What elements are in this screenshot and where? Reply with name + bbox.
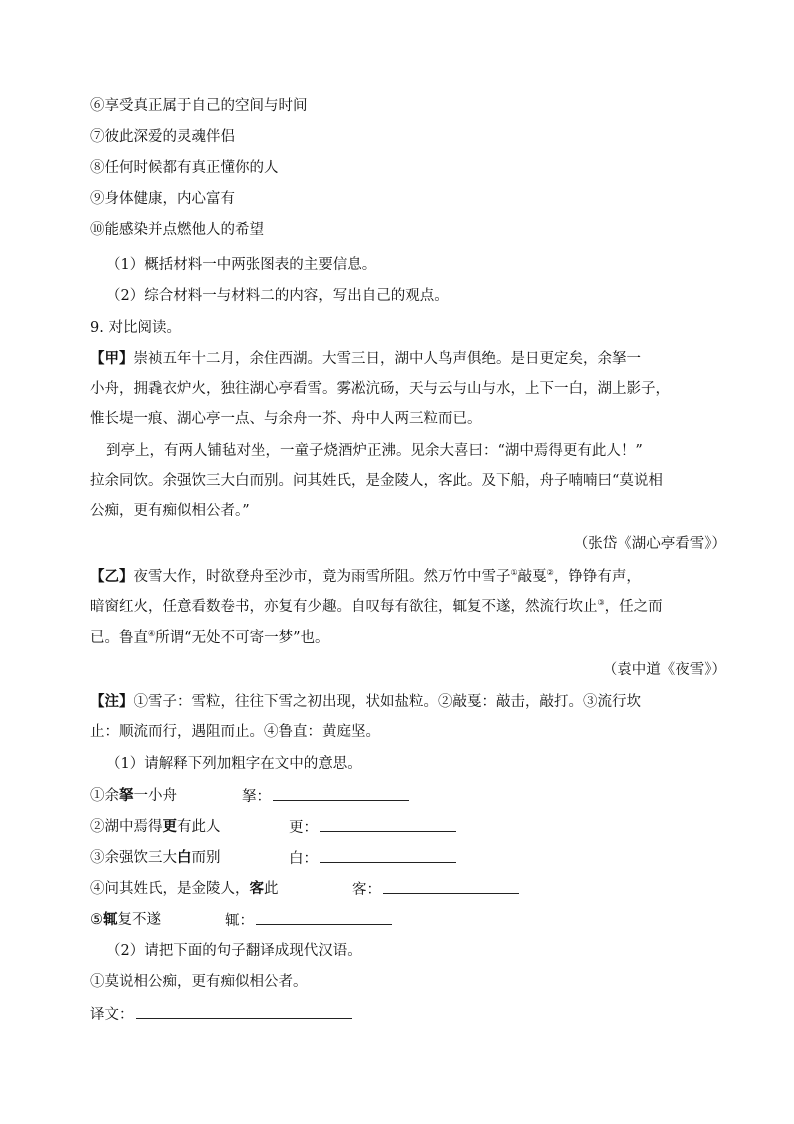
yi-line1: 【乙】夜雪大作，时欲登舟至沙市，竟为雨雪所阻。然万竹中雪子①敲戛②，铮铮有声， <box>90 568 641 585</box>
vocab-blank-5[interactable] <box>256 910 392 925</box>
vocab-answer-2: 更： <box>289 817 456 838</box>
vocab-item-3: ③余强饮三大白而别 <box>90 849 221 866</box>
q9-sub2-sentence: ①莫说相公痴，更有痴似相公者。 <box>90 974 308 990</box>
vocab-answer-1: 拏： <box>242 786 409 807</box>
jia-p2-line1: 到亭上，有两人铺毡对坐，一童子烧酒炉正沸。见余大喜曰：“湖中焉得更有此人！” <box>106 443 643 459</box>
jia-label: 【甲】 <box>90 350 134 367</box>
q9-sub2-prompt: （2）请把下面的句子翻译成现代汉语。 <box>106 943 362 959</box>
option-9: ⑨身体健康，内心富有 <box>90 191 235 207</box>
yi-line2: 暗窗红火，任意看数卷书，亦复有少趣。自叹每有欲往，辄复不遂，然流行坎止③，任之而 <box>90 598 663 615</box>
q9-title: 9. 对比阅读。 <box>90 320 181 336</box>
vocab-answer-5: 辄： <box>225 910 392 931</box>
yi-source: （袁中道《夜雪》） <box>602 662 726 678</box>
q9-sub1-prompt: （1）请解释下列加粗字在文中的意思。 <box>106 756 362 772</box>
q8-sub2: （2）综合材料一与材料二的内容，写出自己的观点。 <box>106 288 449 304</box>
yi-line3: 已。鲁直④所谓“无处不可寄一梦”也。 <box>90 629 330 646</box>
note-line2: 止：顺流而行，遇阻而止。④鲁直：黄庭坚。 <box>90 724 380 740</box>
vocab-item-4: ④问其姓氏，是金陵人，客此 <box>90 880 279 897</box>
vocab-answer-3: 白： <box>289 848 456 869</box>
option-10: ⑩能感染并点燃他人的希望 <box>90 222 264 238</box>
note-label: 【注】 <box>90 693 134 710</box>
jia-p1-line2: 小舟，拥毳衣炉火，独往湖心亭看雪。雾凇沆砀，天与云与山与水，上下一白，湖上影子， <box>90 381 670 397</box>
jia-p1-line1: 【甲】崇祯五年十二月，余住西湖。大雪三日，湖中人鸟声俱绝。是日更定矣，余拏一 <box>90 350 641 367</box>
vocab-blank-2[interactable] <box>320 817 456 832</box>
jia-source: （张岱《湖心亭看雪》） <box>573 536 726 552</box>
vocab-item-2: ②湖中焉得更有此人 <box>90 818 221 835</box>
vocab-blank-1[interactable] <box>273 786 409 801</box>
translation-blank[interactable] <box>136 1004 352 1019</box>
q8-sub1: （1）概括材料一中两张图表的主要信息。 <box>106 257 377 273</box>
note-line1: 【注】①雪子：雪粒，往往下雪之初出现，状如盐粒。②敲戛：敲击，敲打。③流行坎 <box>90 693 641 710</box>
translation-answer: 译文： <box>90 1004 352 1025</box>
vocab-blank-3[interactable] <box>320 848 456 863</box>
option-8: ⑧任何时候都有真正懂你的人 <box>90 160 279 176</box>
vocab-item-5: ⑤辄复不遂 <box>90 911 161 928</box>
jia-p2-line2: 拉余同饮。余强饮三大白而别。问其姓氏，是金陵人，客此。及下船，舟子喃喃曰“莫说相 <box>90 473 663 489</box>
jia-p2-line3: 公痴，更有痴似相公者。” <box>90 503 250 519</box>
vocab-item-1: ①余拏一小舟 <box>90 787 177 804</box>
option-7: ⑦彼此深爱的灵魂伴侣 <box>90 129 235 145</box>
option-6: ⑥享受真正属于自己的空间与时间 <box>90 98 308 114</box>
vocab-blank-4[interactable] <box>383 879 519 894</box>
jia-p1-line3: 惟长堤一痕、湖心亭一点、与余舟一芥、舟中人两三粒而已。 <box>90 411 482 427</box>
yi-label: 【乙】 <box>90 568 134 585</box>
vocab-answer-4: 客： <box>352 879 519 900</box>
